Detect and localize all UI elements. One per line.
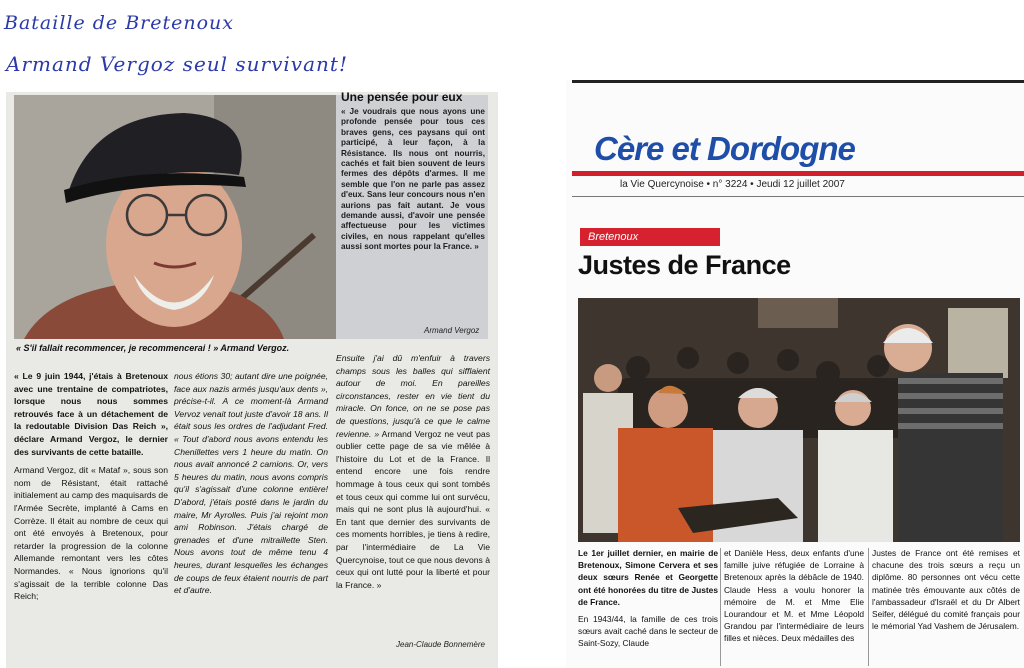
caption-column-2: et Danièle Hess, deux enfants d'une famille juive réfugiée de Lorraine à Bretenoux après la débâcle de 1940. Claude Hess a voulu honorer la mémoire de M. et Mme Elie Lourandour et M. et Mme Léopold Grandou par l'intermédiaire de leurs filles et nièces. Deux médailles des xyxy=(724,548,864,644)
sidebar-title: Une pensée pour eux xyxy=(341,90,463,104)
sidebar-text: « Je voudrais que nous ayons une profonde pensée pour tous ces braves gens, ces paysans qui ont participé, à leur façon, à la Résistance. Ils nous ont nourris, cachés et fait bien souvent de leurs fermes des dépôts d'armes. Il me semble que l'on ne parle pas assez d'eux. Sans leur concours nous n'en aurions pas fait autant. Je vous demande aussi, d'avoir une pensée affectueuse pour les victimes civiles, en nous rappelant qu'elles aussi sont mortes pour la France. » xyxy=(341,107,485,252)
headline: Justes de France xyxy=(578,250,791,280)
article-quote: Ensuite j'ai dû m'enfuir à travers champs sous les balles qui sifflaient autour de moi. En pareilles circonstances, rester en vie tient du miracle. On fonce, on ne se pose pas de questions, jusqu'à ce que le calme revienne. » xyxy=(336,353,490,439)
article-lead: « Le 9 juin 1944, j'étais à Bretenoux avec une trentaine de compatriotes, lorsque nous nous sommes retrouvés face à un détachement de la redoutable Division Das Reich », déclare Armand Vergoz, le dernier des survivants de cette bataille. xyxy=(14,371,168,457)
caption-column-3: Justes de France ont été remises et chacune des trois sœurs a reçu un diplôme. 80 personnes ont vécu cette matinée très émouvante aux côtés de l'ambassadeur d'Israël et du Dr Albert Seifer, délégué du comité français pour le mémorial Yad Vashem de Jérusalem. xyxy=(872,548,1020,632)
divider xyxy=(572,196,1024,197)
top-border xyxy=(572,80,1024,83)
caption-body: En 1943/44, la famille de ces trois sœurs avait caché dans le secteur de Saint-Sozy, Claude xyxy=(578,614,718,649)
caption-lead: Le 1er juillet dernier, en mairie de Bretenoux, Simone Cervera et ses deux sœurs Renée et Georgette ont été honorées du titre de Justes de France. xyxy=(578,548,718,607)
byline: Jean-Claude Bonnemère xyxy=(396,640,485,649)
issue-line: la Vie Quercynoise • n° 3224 • Jeudi 12 juillet 2007 xyxy=(620,179,845,190)
sidebar-signature: Armand Vergoz xyxy=(424,326,480,335)
handwritten-title: Bataille de Bretenoux xyxy=(4,12,235,34)
caption-column-1 xyxy=(578,547,718,650)
article-body: Armand Vergoz, dit « Mataf », sous son nom de Résistant, était rattaché initialement au camp des maquisards de l'Armée Secrète, implanté à Cams en Corrèze. Il était au nombre de ceux qui ont été envoyés à Bretenoux, pour retarder la progression de la colonne Allemande remontant vers les côtes Normandes. « Nous ignorions qu'il s'agissait de la terrible colonne Das Reich; xyxy=(14,465,168,602)
red-rule xyxy=(572,171,1024,176)
article-column-3 xyxy=(336,352,490,591)
article-body: Armand Vergoz ne veut pas oublier cette page de sa vie mêlée à l'histoire du Lot et de la France. Il entend encore une fois rendre hommage à tous ceux qui sont tombés et tous ceux qui comme lui ont survécu, mais qui ne sont plus là aujourd'hui. « En tant que dernier des survivants de ces moments horribles, je tiens à redire, par l'intermédiaire de La Vie Quercynoise, tout ce que nous devons à ceux qui ont lutté pour la liberté et pour la France. » xyxy=(336,428,490,590)
ceremony-photo xyxy=(578,298,1020,542)
article-column-2: nous étions 30; autant dire une poignée, face aux nazis armés jusqu'aux dents », précise-t-il. A ce moment-là Armand Vervoz venait tout juste d'avoir 18 ans. Il était sous les ordres de l'adjudant Fred. « Tout d'abord nous avons entendu les Chenillettes vers 1 heure du matin. On nous avait annoncé 2 camions. Or, vers 5 heures du matin, nous avons compris qu'il s'agissait d'une colonne entière! D'abord, j'étais posté dans le jardin du maire, Mr Ayrolles. Puis j'ai rejoint mon ami Robinson. J'étais chargé de grenades et d'une mitraillette Sten. Nous avons tout de même tenu 4 heures, durant lesquelles les échanges de coups de feux étaient nourris de part et d'autre. xyxy=(174,371,328,596)
handwritten-note: Armand Vergoz seul survivant! xyxy=(6,52,348,76)
article-column-1 xyxy=(14,370,168,603)
column-divider xyxy=(868,548,869,666)
photo-caption: « S'il fallait recommencer, je recommencerai ! » Armand Vergoz. xyxy=(16,343,290,353)
masthead: Cère et Dordogne xyxy=(594,130,855,167)
section-tag: Bretenoux xyxy=(580,228,720,246)
column-divider xyxy=(720,548,721,666)
portrait-photo xyxy=(14,95,336,339)
